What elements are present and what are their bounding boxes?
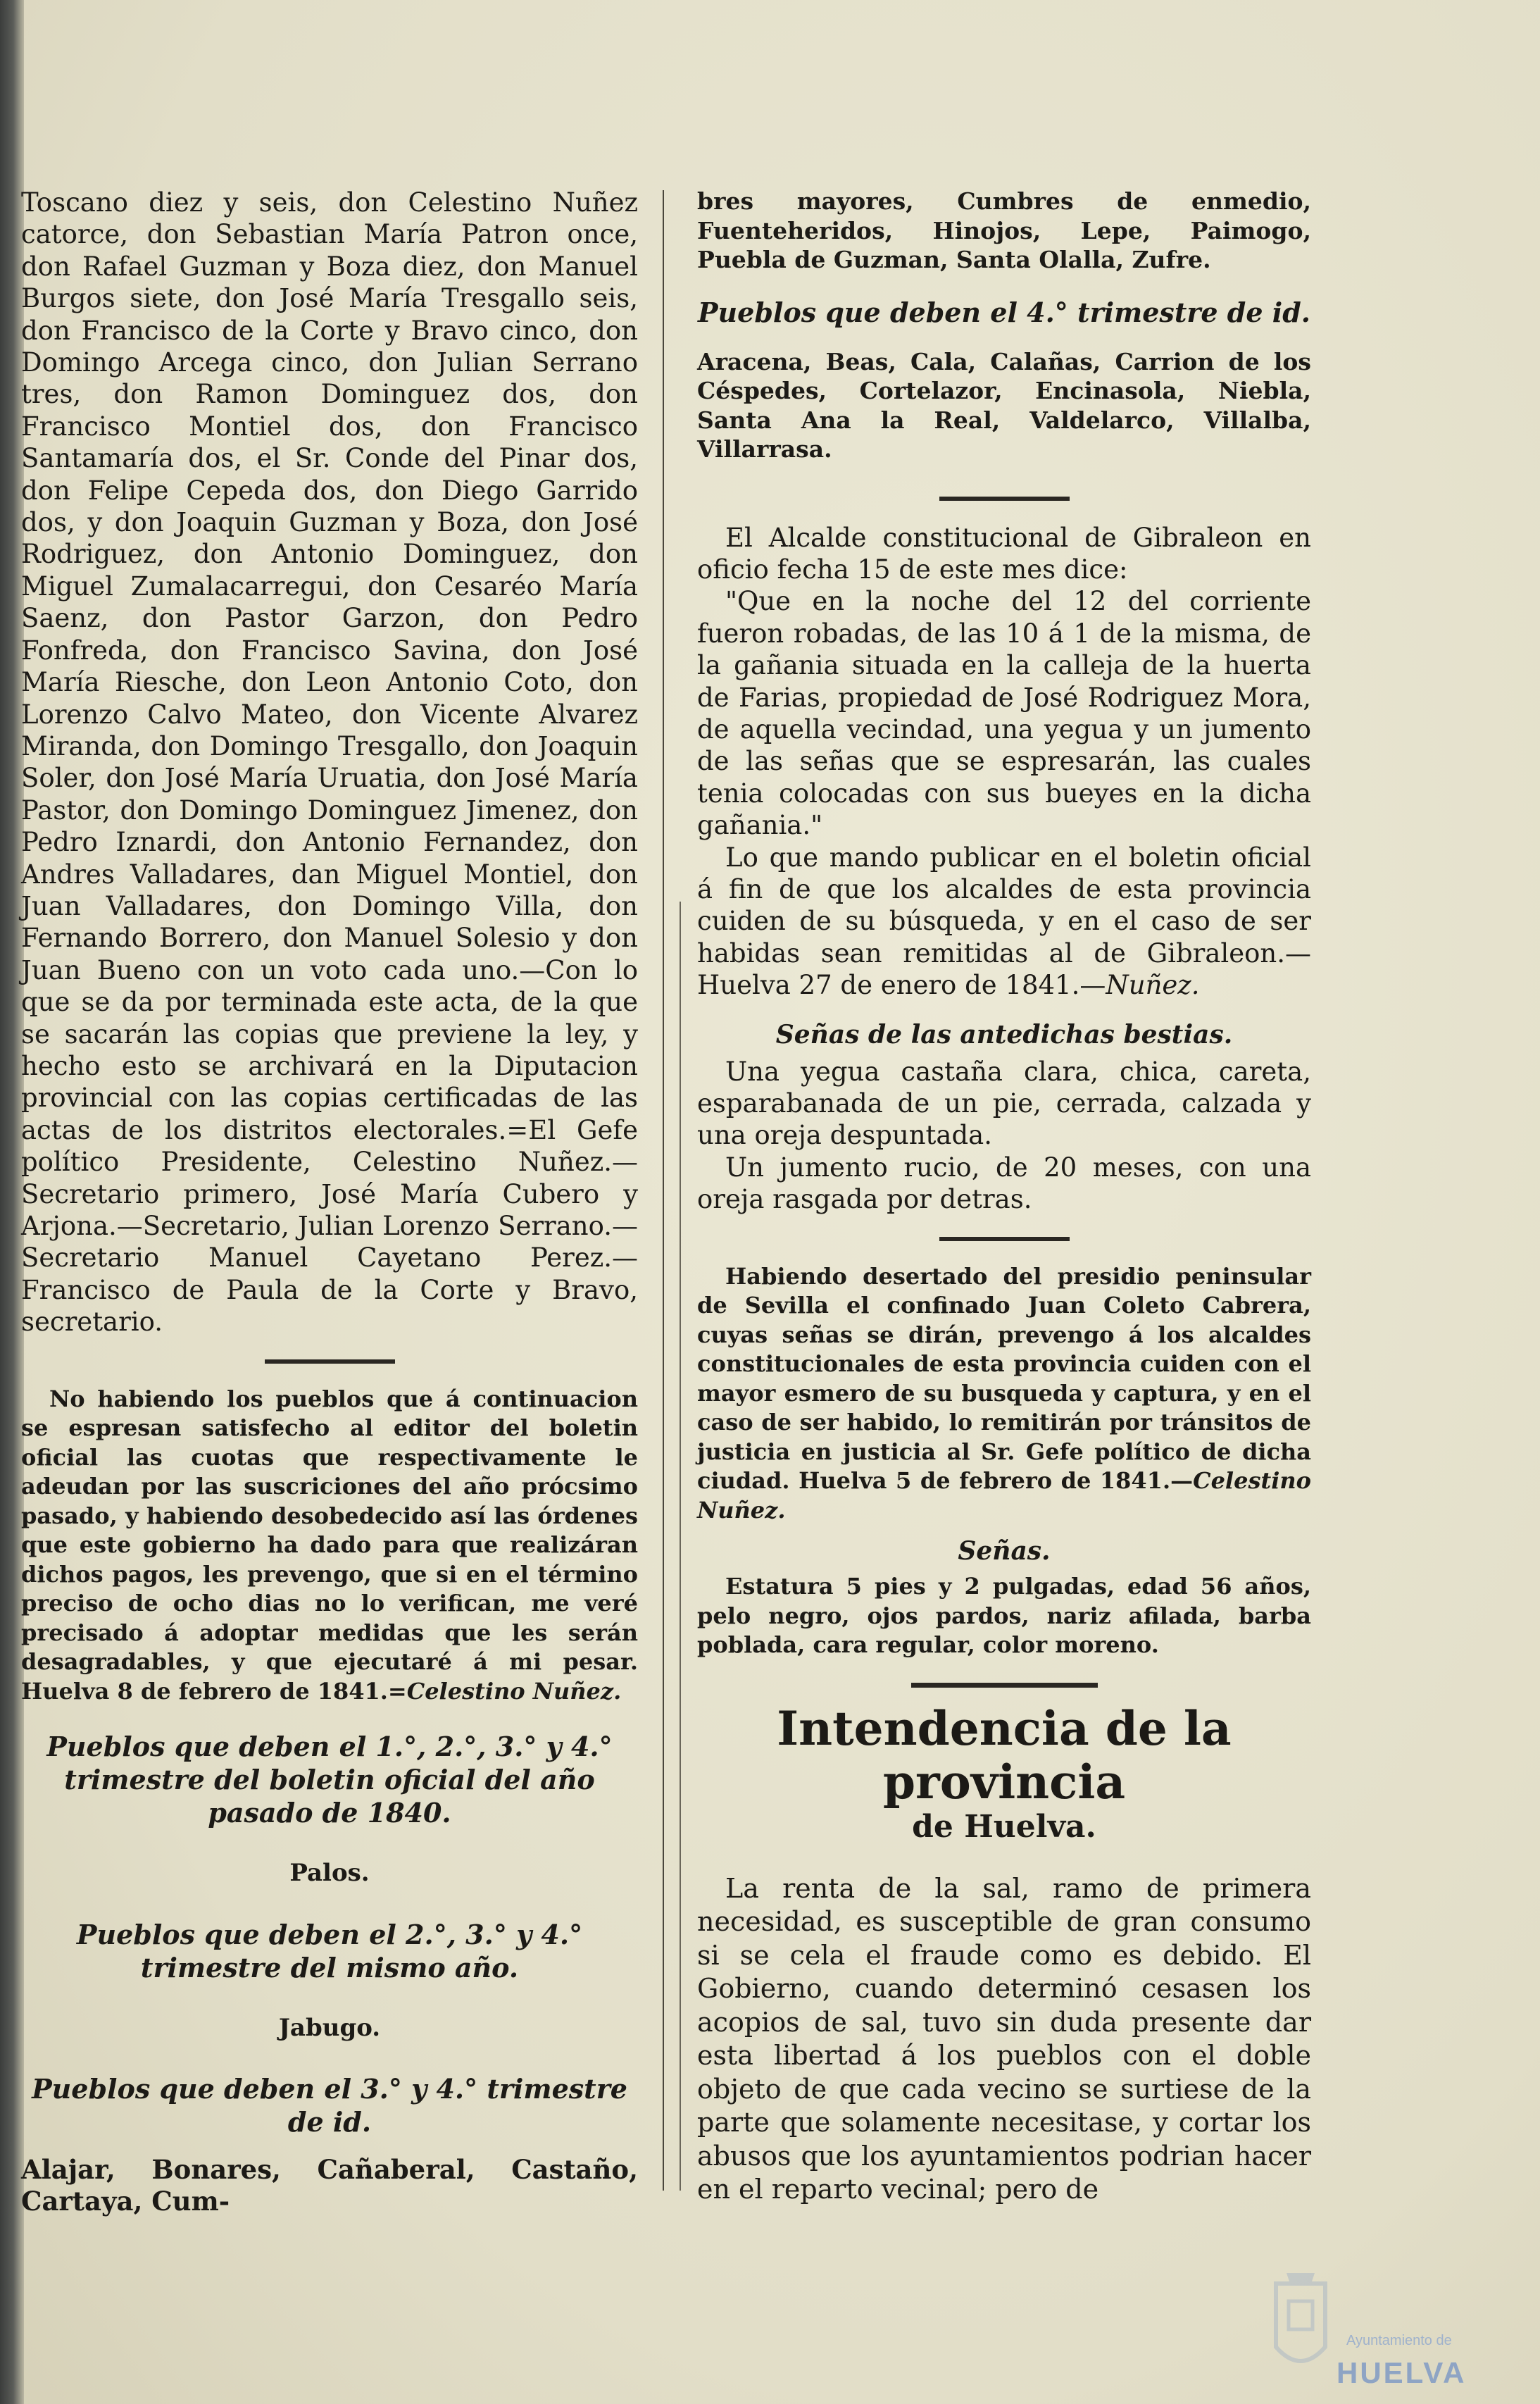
deserter-notice bbox=[697, 1262, 1311, 1526]
mare-description: Una yegua castaña clara, chica, careta, esparabanada de un pie, cerrada, calzada y una oreja despuntada. bbox=[697, 1056, 1311, 1151]
gibraleon-theft-report: "Que en la noche del 12 del corriente fueron robadas, de las 10 á 1 de la misma, de la gañania situada en la calleja de la huerta de Farias, propiedad de José Rodriguez Mora, de aquella vecindad, una yegua y un jumento de las señas que se espresarán, las cuales tenia colocadas con sus bueyes en la dicha gañania." bbox=[697, 586, 1311, 841]
section-separator bbox=[939, 497, 1070, 501]
notice-debtors bbox=[21, 1385, 638, 1707]
election-act-text: Toscano diez y seis, don Celestino Nuñez catorce, don Sebastian María Patron once, don Rafael Guzman y Boza diez, don Manuel Burgos siete, don José María Tresgallo seis, don Francisco de la Corte y Bravo cinco, don Domingo Arcega cinco, don Julian Serrano tres, don Ramon Dominguez dos, don Francisco Montiel dos, don Francisco Santamaría dos, el Sr. Conde del Pinar dos, don Felipe Cepeda dos, don Diego Garrido dos, y don Joaquin Guzman y Boza, don José Rodriguez, don Antonio Dominguez, don Miguel Zumalacarregui, don Cesaréo María Saenz, don Pastor Garzon, don Pedro Fonfreda, don Francisco Savina, don José María Riesche, don Leon Antonio Coto, don Lorenzo Calvo Mateo, don Vicente Alvarez Miranda, don Domingo Tresgallo, don Joaquin Soler, don José María Uruatia, don José María Pastor, don Domingo Dominguez Jimenez, don Pedro Iznardi, don Antonio Fernandez, don Andres Valladares, dan Miguel Montiel, don Juan Valladares, don Domingo Villa, don Fernando Borrero, don Manuel Solesio y don Juan Bueno con un voto cada uno.—Con lo que se da por terminada este acta, de la que se sacarán las copias que previene la ley, y hecho esto se archivará en la Diputacion provincial con las copias certificadas de las actas de los distritos electorales.=El Gefe político Presidente, Celestino Nuñez.—Secretario primero, José María Cubero y Arjona.—Secretario, Julian Lorenzo Serrano.— Secretario Manuel Cayetano Perez.—Francisco de Paula de la Corte y Bravo, secretario. bbox=[21, 187, 638, 1338]
column-divider bbox=[663, 190, 664, 2191]
deserter-description: Estatura 5 pies y 2 pulgadas, edad 56 años, pelo negro, ojos pardos, nariz afilada, barba poblada, cara regular, color moreno. bbox=[697, 1573, 1311, 1659]
salt-revenue-text: La renta de la sal, ramo de primera necesidad, es susceptible de gran consumo si se cela el fraude como es debido. El Gobierno, cuando determinó cesasen los acopios de sal, tuvo sin duda presente dar esta libertad á los pueblos con el doble objeto de que cada vecino se surtiese de la parte que solamente necesitase, y cortar los abusos que los ayuntamientos podrian hacer en el reparto vecinal; pero de bbox=[697, 1872, 1311, 2205]
towns-list-fourth-quarter: Aracena, Beas, Cala, Calañas, Carrion de los Céspedes, Cortelazor, Encinasola, Niebla, Santa Ana la Real, Valdelarco, Villalba, Villarrasa. bbox=[697, 347, 1311, 463]
town-jabugo: Jabugo. bbox=[278, 2013, 381, 2042]
right-column bbox=[697, 187, 1311, 2207]
section-subtitle: de Huelva. bbox=[912, 1808, 1096, 1845]
deserter-notice-text: Habiendo desertado del presidio peninsular de Sevilla el confinado Juan Coleto Cabrera, cuyas señas se dirán, prevengo á los alcaldes constitucionales de esta provincia cuiden con el mayor esmero de su busqueda y captura, y en el caso de ser habido, lo remitirán por tránsitos de justicia en justicia al Sr. Gefe político de dicha ciudad. Huelva 5 de febrero de 1841.— bbox=[697, 1262, 1311, 1495]
heading-debtors-all-quarters: Pueblos que deben el 1.°, 2.°, 3.° y 4.° trimestre del boletin oficial del año pasado de 1840. bbox=[46, 1731, 613, 1829]
section-title: Intendencia de la provincia bbox=[777, 1700, 1232, 1810]
heading-deserter-description: Señas. bbox=[958, 1536, 1051, 1567]
book-binding bbox=[0, 0, 24, 2404]
watermark-caption: Ayuntamiento de bbox=[1346, 2333, 1452, 2348]
gibraleon-signature: Nuñez. bbox=[1106, 970, 1200, 1001]
section-separator bbox=[939, 1237, 1070, 1241]
deserter-signature: Celestino Nuñez. bbox=[697, 1467, 1311, 1524]
section-separator-wide bbox=[911, 1683, 1098, 1688]
section-separator bbox=[265, 1359, 395, 1364]
watermark-label: HUELVA bbox=[1336, 2356, 1467, 2389]
heading-debtors-fourth-quarter: Pueblos que deben el 4.° trimestre de id. bbox=[697, 296, 1311, 328]
column-divider-secondary bbox=[680, 902, 681, 2191]
heading-debtors-three-quarters: Pueblos que deben el 2.°, 3.° y 4.° trimestre del mismo año. bbox=[76, 1918, 583, 1983]
donkey-description: Un jumento rucio, de 20 meses, con una oreja rasgada por detras. bbox=[697, 1152, 1311, 1215]
left-column bbox=[21, 187, 638, 2218]
gibraleon-publication bbox=[697, 842, 1311, 1002]
towns-list-start: Alajar, Bonares, Cañaberal, Castaño, Cartaya, Cum- bbox=[21, 2153, 638, 2217]
notice-debtors-text: No habiendo los pueblos que á continuacion se espresan satisfecho al editor del boletin oficial las cuotas que respectivamente le adeudan por las suscriciones del año prócsimo pasado, y habiendo desobedecido así las órdenes que este gobierno ha dado para que realizáran dichos pagos, les prevengo, que si en el término preciso de ocho dias no lo verifican, me veré precisado á adoptar medidas que les serán desagradables, y que ejecutaré á mi pesar. Huelva 8 de febrero de 1841.= bbox=[21, 1385, 638, 1705]
gibraleon-notice-intro: El Alcalde constitucional de Gibraleon en oficio fecha 15 de este mes dice: bbox=[697, 522, 1311, 585]
gibraleon-publication-text: Lo que mando publicar en el boletin oficial á fin de que los alcaldes de esta provincia cuiden de su búsqueda, y en el caso de ser habidas sean remitidas al de Gibraleon.—Huelva 27 de enero de 1841.— bbox=[697, 842, 1311, 1001]
heading-animal-description: Señas de las antedichas bestias. bbox=[775, 1019, 1233, 1050]
towns-list-continued: bres mayores, Cumbres de enmedio, Fuenteheridos, Hinojos, Lepe, Paimogo, Puebla de Guzman, Santa Olalla, Zufre. bbox=[697, 187, 1311, 273]
town-palos: Palos. bbox=[289, 1859, 370, 1888]
heading-debtors-two-quarters: Pueblos que deben el 3.° y 4.° trimestre de id. bbox=[32, 2072, 627, 2138]
notice-debtors-signature: Celestino Nuñez. bbox=[406, 1677, 622, 1705]
